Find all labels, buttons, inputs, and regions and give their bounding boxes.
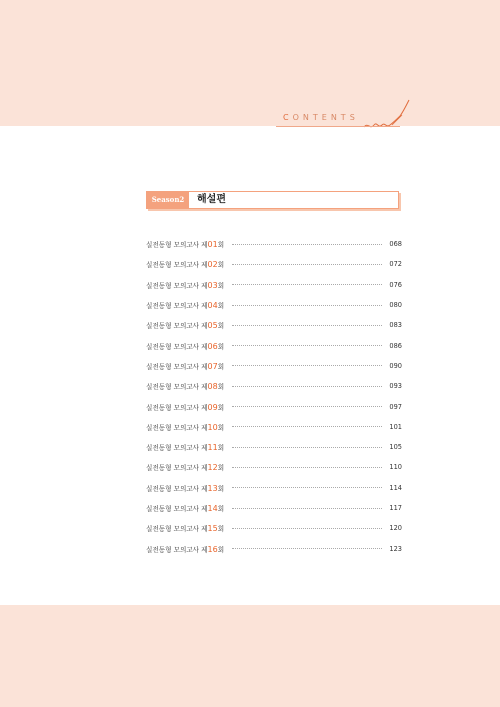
toc-entry-page: 117 <box>389 504 402 512</box>
section-title: 해설편 <box>197 194 226 205</box>
toc-entry-prefix: 실전동형 모의고사 제 <box>146 241 208 250</box>
toc-entry-suffix: 회 <box>217 362 225 371</box>
toc-leader-dots <box>232 386 382 387</box>
bottom-band <box>0 605 500 707</box>
toc-leader-dots <box>232 284 382 285</box>
toc-entry-label <box>146 544 224 554</box>
toc-entry-prefix: 실전동형 모의고사 제 <box>146 261 208 270</box>
toc-entry-page: 114 <box>389 483 402 492</box>
toc-entry[interactable] <box>146 417 402 437</box>
toc-entry[interactable] <box>146 498 402 518</box>
toc-entry-label <box>146 341 224 351</box>
toc-entry-page: 097 <box>389 402 402 411</box>
toc-entry-number: 13 <box>207 483 218 493</box>
toc-leader-dots <box>232 487 382 488</box>
toc-leader-dots <box>232 325 382 326</box>
toc-entry-number: 14 <box>207 504 218 513</box>
toc-leader-dots <box>232 244 382 245</box>
toc-entry-prefix: 실전동형 모의고사 제 <box>146 342 208 351</box>
toc-entry-number: 07 <box>207 361 218 371</box>
table-of-contents <box>146 234 402 559</box>
toc-entry-suffix: 회 <box>217 322 225 331</box>
toc-entry-label <box>146 402 224 412</box>
toc-entry[interactable] <box>146 295 402 315</box>
toc-entry-number: 02 <box>207 260 218 270</box>
toc-entry-prefix: 실전동형 모의고사 제 <box>146 403 208 412</box>
toc-entry[interactable] <box>146 254 402 274</box>
toc-entry-page: 076 <box>389 280 402 289</box>
toc-entry-number: 01 <box>207 240 218 250</box>
toc-entry-prefix: 실전동형 모의고사 제 <box>146 423 208 432</box>
toc-entry-page: 110 <box>389 463 402 472</box>
toc-entry-prefix: 실전동형 모의고사 제 <box>146 383 208 392</box>
toc-entry[interactable] <box>146 315 402 335</box>
toc-entry-page: 080 <box>389 301 402 310</box>
toc-entry-label <box>146 259 224 269</box>
contents-rest: ONTENTS <box>292 113 359 122</box>
toc-entry-suffix: 회 <box>217 302 225 311</box>
toc-entry-suffix: 회 <box>217 403 225 412</box>
toc-entry-label <box>146 381 224 391</box>
toc-entry-label <box>146 300 224 310</box>
contents-first-letter: C <box>283 113 293 122</box>
toc-entry-suffix: 회 <box>217 444 225 453</box>
toc-leader-dots <box>232 508 382 509</box>
toc-entry-page: 123 <box>389 544 402 553</box>
toc-entry-number: 11 <box>207 443 218 453</box>
toc-entry-page: 105 <box>389 443 402 452</box>
toc-entry-prefix: 실전동형 모의고사 제 <box>146 322 208 331</box>
toc-entry-prefix: 실전동형 모의고사 제 <box>146 302 208 311</box>
toc-entry-number: 03 <box>207 280 218 290</box>
toc-entry[interactable] <box>146 275 402 295</box>
toc-entry-suffix: 회 <box>217 261 225 270</box>
toc-entry-label <box>146 462 224 472</box>
toc-entry[interactable] <box>146 335 402 355</box>
heading-underline <box>276 126 400 127</box>
top-band <box>0 0 500 126</box>
toc-leader-dots <box>232 406 382 407</box>
toc-entry-number: 10 <box>207 422 218 432</box>
toc-entry-prefix: 실전동형 모의고사 제 <box>146 464 208 473</box>
toc-entry-suffix: 회 <box>217 464 225 473</box>
toc-entry-label <box>146 503 224 513</box>
toc-leader-dots <box>232 447 382 448</box>
toc-entry-suffix: 회 <box>217 342 225 351</box>
toc-entry-label <box>146 239 224 249</box>
toc-entry-number: 16 <box>207 544 218 554</box>
toc-leader-dots <box>232 548 382 549</box>
toc-entry-prefix: 실전동형 모의고사 제 <box>146 545 208 554</box>
section-header <box>146 191 399 209</box>
toc-entry-number: 15 <box>207 524 218 534</box>
toc-leader-dots <box>232 305 382 306</box>
toc-entry[interactable] <box>146 538 402 558</box>
toc-leader-dots <box>232 264 382 265</box>
toc-entry[interactable] <box>146 518 402 538</box>
pen-scribble-icon <box>362 96 412 136</box>
toc-entry-page: 093 <box>389 382 402 391</box>
toc-entry-label <box>146 280 224 290</box>
toc-entry[interactable] <box>146 457 402 477</box>
toc-entry-prefix: 실전동형 모의고사 제 <box>146 525 208 534</box>
toc-entry-number: 12 <box>207 463 218 473</box>
toc-entry[interactable] <box>146 396 402 416</box>
toc-entry-label <box>146 422 224 432</box>
toc-entry-prefix: 실전동형 모의고사 제 <box>146 362 208 371</box>
toc-entry-suffix: 회 <box>217 241 225 250</box>
toc-entry-number: 09 <box>207 402 218 412</box>
toc-entry-page: 083 <box>389 321 402 330</box>
toc-entry[interactable] <box>146 478 402 498</box>
toc-entry-suffix: 회 <box>217 525 225 534</box>
toc-entry-label <box>146 361 224 371</box>
toc-entry-label <box>146 442 224 452</box>
toc-entry[interactable] <box>146 234 402 254</box>
contents-heading <box>283 113 359 122</box>
section-badge: Season2 <box>147 192 189 208</box>
toc-entry-number: 04 <box>207 301 218 311</box>
toc-entry-page: 086 <box>389 341 402 350</box>
toc-entry-suffix: 회 <box>217 281 225 290</box>
toc-entry-page: 068 <box>389 240 402 249</box>
toc-entry[interactable] <box>146 376 402 396</box>
toc-entry-suffix: 회 <box>217 484 225 493</box>
toc-entry-prefix: 실전동형 모의고사 제 <box>146 484 208 493</box>
toc-entry-prefix: 실전동형 모의고사 제 <box>146 505 208 513</box>
toc-entry-label <box>146 483 224 493</box>
toc-entry-number: 08 <box>207 382 218 392</box>
toc-leader-dots <box>232 345 382 346</box>
toc-entry-number: 05 <box>207 321 218 331</box>
toc-entry-prefix: 실전동형 모의고사 제 <box>146 444 208 453</box>
toc-entry-suffix: 회 <box>217 505 225 513</box>
toc-entry-number: 06 <box>207 341 218 351</box>
toc-entry-label <box>146 523 224 533</box>
toc-entry-page: 072 <box>389 260 402 269</box>
toc-entry-suffix: 회 <box>217 423 225 432</box>
toc-entry-page: 090 <box>389 361 402 370</box>
toc-entry[interactable] <box>146 437 402 457</box>
toc-leader-dots <box>232 528 382 529</box>
toc-leader-dots <box>232 426 382 427</box>
toc-leader-dots <box>232 467 382 468</box>
toc-entry[interactable] <box>146 356 402 376</box>
toc-entry-prefix: 실전동형 모의고사 제 <box>146 281 208 290</box>
toc-entry-suffix: 회 <box>217 545 225 554</box>
toc-leader-dots <box>232 365 382 366</box>
toc-entry-label <box>146 320 224 330</box>
toc-entry-page: 120 <box>389 524 402 533</box>
toc-entry-suffix: 회 <box>217 383 225 392</box>
toc-entry-page: 101 <box>389 422 402 431</box>
